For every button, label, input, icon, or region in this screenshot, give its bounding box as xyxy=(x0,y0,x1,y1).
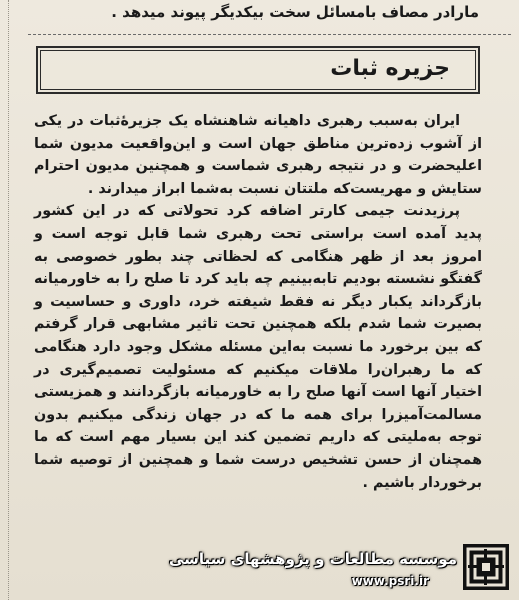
paragraph-1: ایران به‌سبب رهبری داهیانه شاهنشاه یک جزیرهٔ‌ثبات در یکی از آشوب زده‌ترین مناطق جهان است و این‌واقعیت مدیون شما اعلیحضرت و در نتیجه رهبری شماست و همچنین مدیون احترام ستایش و مهریست‌که ملتتان نسبت به‌شما ابراز میدارند . xyxy=(34,113,482,197)
page-edge xyxy=(8,0,10,600)
section-divider xyxy=(28,34,511,36)
previous-article-last-line: مارادر مصاف بامسائل سخت بیکدیگر پیوند میدهد . xyxy=(111,3,479,21)
institute-logo-icon xyxy=(463,544,509,590)
watermark xyxy=(168,538,519,600)
article-body xyxy=(34,110,482,494)
paragraph-2: پرزیدنت جیمی کارتر اضافه کرد تحولاتی که در این کشور پدید آمده است براستی تحت رهبری شما قابل توجه است و امروز بعد از ظهر هنگامی که لحظاتی چند بطور خصوصی به گفتگو نشسته بودیم تابه‌بینیم چه باید کرد تا صلح را به خاورمیانه بازگرداند یکبار دیگر نه فقط شیفته خرد، داوری و حساسیت و بصیرت شما شدم بلکه همچنین تحت تاثیر مشابهی قرار گرفتم که بین برخورد ما نسبت به‌این مسئله مشکل وجود دارد هنگامی که ما رهبران‌را ملاقات میکنیم که مسئولیت تصمیم‌گیری در اختیار آنها است آنها صلح را به خاورمیانه بازگردانند و همزیستی مسالمت‌آمیزرا برای همه ما که در جهان زندگی میکنیم بدون توجه به‌ملیتی که داریم تضمین کند این بسیار مهم است که ما همچنان از حسن تشخیص درست شما و همچنین از توصیه شما برخوردار باشیم . xyxy=(34,203,482,491)
headline-box xyxy=(36,46,480,94)
institute-url: www.psri.ir xyxy=(351,574,429,588)
institute-name: موسسه مطالعات و پژوهشهای سیاسی xyxy=(168,550,457,568)
headline: جزیره ثبات xyxy=(330,56,450,81)
